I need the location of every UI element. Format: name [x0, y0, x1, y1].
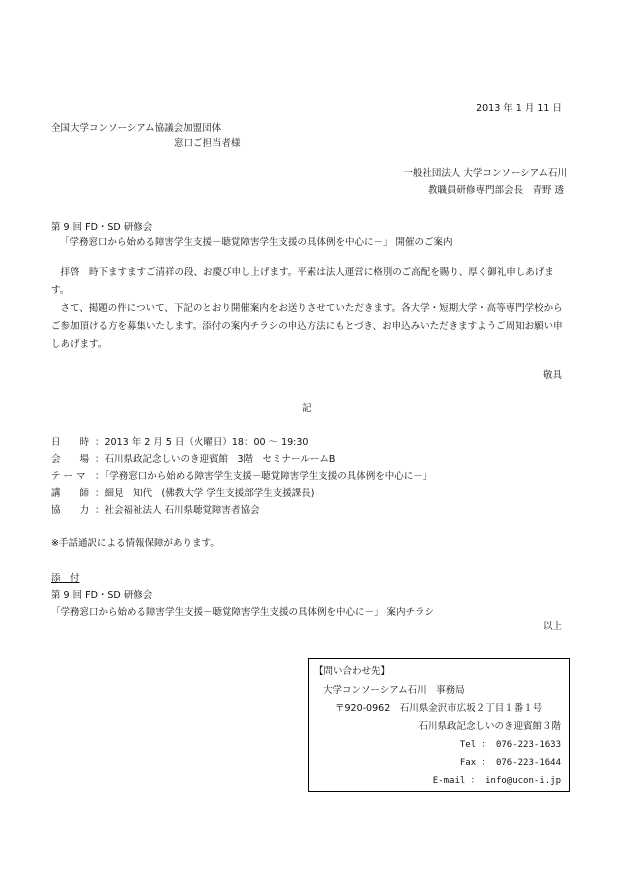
detail-label: 協 力 — [51, 505, 90, 516]
detail-row-cooperation — [51, 504, 260, 518]
document-date: 2013 年 1 月 11 日 — [476, 103, 562, 114]
detail-label: 講 師 — [51, 488, 90, 499]
contact-title: 【問い合わせ先】 — [314, 666, 391, 677]
closing-keigu: 敬具 — [542, 370, 562, 381]
note: ※手話通訳による情報保障があります。 — [51, 538, 220, 549]
sender-person: 教職員研修専門部会長 青野 透 — [427, 185, 564, 196]
sender-org: 一般社団法人 大学コンソーシアム石川 — [403, 168, 567, 179]
detail-row-theme — [51, 470, 432, 484]
detail-value: ：石川県政記念しいのき迎賓館 3階 セミナールームB — [95, 454, 336, 465]
detail-label: テ ー マ — [51, 471, 86, 482]
contact-fax: Fax ： 076-223-1644 — [459, 758, 561, 768]
subject-line2: 「学務窓口から始める障害学生支援－聴覚障害学生支援の具体例を中心に－」 開催のご案内 — [60, 237, 453, 248]
attachment-line2: 「学務窓口から始める障害学生支援－聴覚障害学生支援の具体例を中心に－」 案内チラシ — [51, 607, 435, 618]
contact-tel: Tel ： 076-223-1633 — [459, 740, 561, 750]
ki-heading: 記 — [302, 403, 312, 414]
body-paragraph-1: 拝啓 時下ますますご清祥の段、お慶び申し上げます。平素は法人運営に格別のご高配を賜り、厚く御礼申しあげます。 — [51, 267, 554, 296]
detail-value: ：2013 年 2 月 5 日（火曜日）18：00 ～ 19:30 — [95, 437, 309, 448]
contact-box — [308, 658, 570, 792]
detail-value: ：社会福祉法人 石川県聴覚障害者協会 — [95, 505, 260, 516]
contact-org: 大学コンソーシアム石川 事務局 — [323, 685, 465, 696]
contact-email[interactable]: E-mail ： info@ucon-i.jp — [432, 776, 561, 786]
detail-row-datetime — [51, 436, 308, 450]
recipient-line2: 窓口ご担当者様 — [174, 138, 241, 149]
ijou: 以上 — [542, 621, 562, 632]
body-paragraph-2: さて、掲題の件について、下記のとおり開催案内をお送りさせていただきます。各大学・短期大学・高等専門学校からご参加頂ける方を募集いたします。添付の案内チラシの申込方法にもとづき、お申込みいただきますようご周知お願い申しあげます。 — [51, 303, 563, 350]
contact-address1: 〒920-0962 石川県金沢市広坂２丁目１番１号 — [335, 703, 543, 714]
subject-line1: 第 9 回 FD・SD 研修会 — [51, 222, 153, 233]
detail-label: 日 時 — [51, 437, 90, 448]
detail-row-venue — [51, 453, 335, 467]
detail-value: ：細見 知代 (佛教大学 学生支援部学生支援課長) — [95, 488, 315, 499]
attachment-heading: 添 付 — [51, 573, 80, 584]
contact-address2: 石川県政記念しいのき迎賓館３階 — [418, 721, 561, 732]
detail-row-lecturer — [51, 487, 314, 501]
recipient-line1: 全国大学コンソーシアム協議会加盟団体 — [51, 123, 222, 134]
detail-value: ：「学務窓口から始める障害学生支援－聴覚障害学生支援の具体例を中心に－」 — [95, 471, 433, 482]
detail-label: 会 場 — [51, 454, 90, 465]
attachment-line1: 第 9 回 FD・SD 研修会 — [51, 590, 153, 601]
